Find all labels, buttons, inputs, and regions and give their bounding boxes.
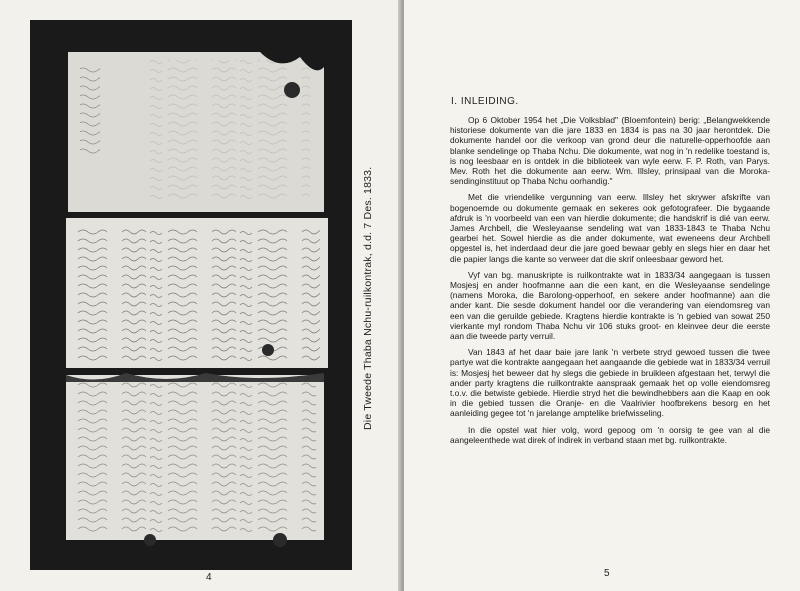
paragraph-5: In die opstel wat hier volg, word gepoog om 'n oorsig te gee van al die aangeleenthede wat direk of indirek in verband staan met bg. ruilkontrakte. <box>450 424 770 445</box>
photo-caption: Die Tweede Thaba Nchu-ruilkontrak, d.d. 7 Des. 1833. <box>362 166 374 430</box>
section-heading: I. INLEIDING. <box>451 96 519 107</box>
paragraph-3: Vyf van bg. manuskripte is ruilkontrakte wat in 1833/34 aangegaan is tussen Mosjesj en ander hoofmanne aan die een kant, en die Wesleyaanse sendelinge (namens Moroka, die Barolong-opperhoof, en sekere ander hoofmanne) aan die ander kant. Die sesde dokument handel oor die verandering van eiendomsreg van een van die geruilde gebiede. Kragtens hierdie kontrakte is 'n gebied van sowat 250 vierkante myl rondom Thaba Nchu vir 106 stuks groot- en kleinvee deur die eerste aan die tweede party verruil. <box>450 269 770 342</box>
paragraph-1: Op 6 Oktober 1954 het „Die Volksblad" (Bloemfontein) berig: „Belangwekkende historiese dokumente van die jare 1833 en 1834 is pas na 30 jaar herontdek. Die dokumente handel oor die verkoop van grond deur die naturelle-opperhoofde aan blanke sendelinge op Thaba Nchu. Die dokumente, wat nog in 'n redelike toestand is, is nog leesbaar en is ontdek in die biblioteek van wyle eerw. F. P. Roth, van Parys. Mev. Roth het die dokumente aan eerw. Wm. Illsley, prinsipaal van die Moroka-sendinginstituut op Thaba Nchu oorhandig." <box>450 115 770 187</box>
paragraph-2: Met die vriendelike vergunning van eerw. Illsley het skrywer afskrifte van bogenoemde ou dokumente gemaak en sekeres ook gefotografeer. Die bygaande afdruk is 'n voorbeeld van een van hierdie dokumente; die handskrif is dié van eerw. James Archbell, die Wesleyaanse sendeling wat van 1833-1843 te Thaba Nchu gearbei het. Sowel hierdie as die ander dokumente, wat eweneens deur Archbell opgestel is, het inderdaad deur die jare goed bewaar gebly en slegs hier en daar het die papier langs die kante so verweer dat die skrif onleesbaar geword het. <box>450 192 770 264</box>
page-number-left: 4 <box>206 572 212 583</box>
manuscript-photo <box>30 20 352 570</box>
manuscript-image <box>30 20 352 570</box>
paragraph-4: Van 1843 af het daar baie jare lank 'n verbete stryd gewoed tussen die twee partye wat die kontrakte aangegaan het aangaande die gebiede wat in 1833/34 verruil is: Mosjesj het beweer dat hy slegs die gebiede in bruikleen afgestaan het, terwyl die ander party kragtens die ruilkontrakte aanspraak gemaak het op volle eiendomsreg t.o.v. die betwiste gebiede. Hierdie stryd het die bewindhebbers aan die Kaap en ook in die gebied tussen die Oranje- en die Vaalrivier hoofbrekens besorg en het aanleiding gegee tot 'n jarelange amptelike briefwisseling. <box>450 347 770 419</box>
body-text <box>450 115 770 451</box>
page-number-right: 5 <box>604 568 610 579</box>
